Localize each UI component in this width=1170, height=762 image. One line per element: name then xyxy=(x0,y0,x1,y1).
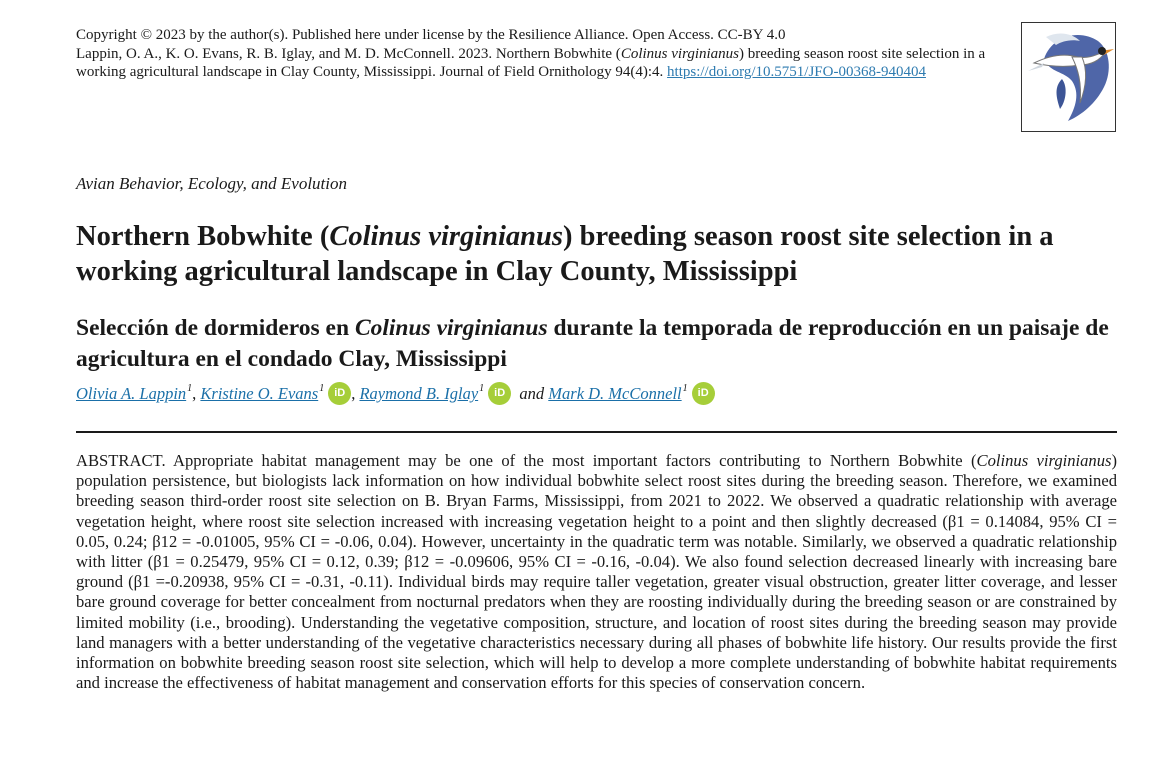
abstract xyxy=(76,451,1117,693)
affiliation-marker: 1 xyxy=(682,383,688,394)
abstract-part-1: Appropriate habitat management may be one of the most important factors contributing to Northern Bobwhite ( xyxy=(165,451,977,470)
affiliation-marker: 1 xyxy=(187,383,193,394)
title-species: Colinus virginianus xyxy=(329,221,563,252)
doi-link[interactable]: https://doi.org/10.5751/JFO-00368-940404 xyxy=(667,64,926,81)
affiliation-marker: 1 xyxy=(479,383,485,394)
author-separator: , xyxy=(351,384,356,403)
title-pre: Northern Bobwhite ( xyxy=(76,221,330,252)
author-link-lappin[interactable]: Olivia A. Lappin xyxy=(76,384,187,403)
reference-post: ) breeding season roost site selection in a working agricultural landscape in Clay County, Mississippi. Journal of Field Ornithology 94(4):4. xyxy=(76,45,986,81)
article-title xyxy=(76,219,1136,289)
divider-rule xyxy=(76,431,1117,433)
author-list xyxy=(76,382,715,405)
author-link-iglay[interactable]: Raymond B. Iglay xyxy=(359,384,479,403)
author-link-mcconnell[interactable]: Mark D. McConnell xyxy=(548,384,682,403)
reference-species: Colinus virginianus xyxy=(620,45,740,62)
bird-logo-icon xyxy=(1022,23,1115,131)
abstract-species: Colinus virginianus xyxy=(976,451,1112,470)
abstract-label: ABSTRACT. xyxy=(76,451,166,470)
abstract-part-2: ) population persistence, but biologists lack information on how individual bobwhite select roost sites during the breeding season. Therefore, we examined breeding season third-order roost site selection on B. Bryan Farms, Mississippi, from 2021 to 2022. We observed a quadratic relationship with average vegetation height, where roost site selection increased with increasing vegetation height to a point and then slightly decreased (β1 = 0.14084, 95% CI = 0.05, 0.24; β12 = -0.01005, 95% CI = -0.06, 0.04). However, uncertainty in the quadratic term was notable. Similarly, we observed a quadratic relationship with litter (β1 = 0.25479, 95% CI = 0.12, 0.39; β12 = -0.09606, 95% CI = -0.16, -0.04). We also found selection decreased linearly with increasing bare ground (β1 =-0.20938, 95% CI = -0.31, -0.11). Individual birds may require taller vegetation, greater visual obstruction, greater litter coverage, and lesser bare ground coverage for better concealment from nocturnal predators when they are roosting individually during the breeding season or are constrained by limited mobility (i.e., brooding). Understanding the vegetative composition, structure, and location of roost sites during the breeding season may provide land managers with a better understanding of the vegetative characteristics necessary during all phases of bobwhite life history. Our results provide the first information on bobwhite breeding season roost site selection, which will help to develop a more complete understanding of bobwhite habitat requirements and increase the effectiveness of habitat management and conservation efforts for this species of conservation concern. xyxy=(76,451,1118,693)
journal-logo xyxy=(1021,22,1116,132)
orcid-icon[interactable]: iD xyxy=(328,382,351,405)
section-label: Avian Behavior, Ecology, and Evolution xyxy=(76,174,348,193)
author-and: and xyxy=(519,384,545,403)
subtitle-pre: Selección de dormideros en xyxy=(76,315,355,341)
article-subtitle-spanish xyxy=(76,313,1136,375)
subtitle-post: durante la temporada de reproducción en un paisaje de agricultura en el condado Clay, Mississippi xyxy=(76,315,1109,372)
reference-text xyxy=(76,45,1006,82)
reference-pre: Lappin, O. A., K. O. Evans, R. B. Iglay, and M. D. McConnell. 2023. Northern Bobwhite ( xyxy=(76,45,621,62)
author-separator: , xyxy=(192,384,197,403)
copyright-line: Copyright © 2023 by the author(s). Published here under license by the Resilience Alliance. Open Access. CC-BY 4.0 xyxy=(76,27,786,43)
orcid-icon[interactable]: iD xyxy=(488,382,511,405)
affiliation-marker: 1 xyxy=(319,383,325,394)
citation-block xyxy=(76,26,1006,82)
title-post: ) breeding season roost site selection in a working agricultural landscape in Clay County, Mississippi xyxy=(76,221,1054,287)
orcid-icon[interactable]: iD xyxy=(692,382,715,405)
subtitle-species: Colinus virginianus xyxy=(354,315,548,341)
author-link-evans[interactable]: Kristine O. Evans xyxy=(200,384,319,403)
